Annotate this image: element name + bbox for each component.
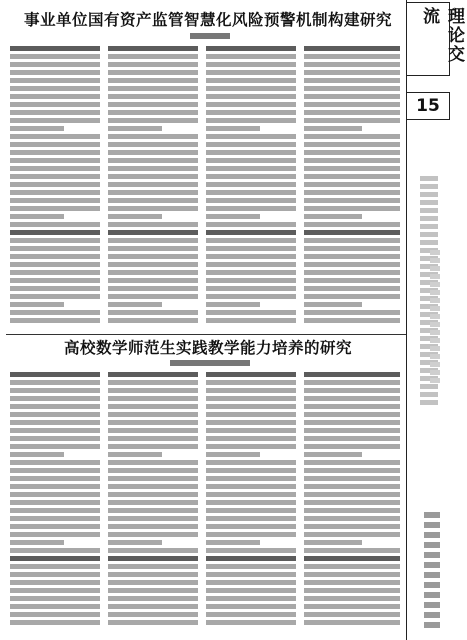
text-line-placeholder [108, 46, 198, 51]
text-line-placeholder [206, 190, 296, 195]
text-line-placeholder [10, 78, 100, 83]
text-line-placeholder [304, 182, 400, 187]
text-line-placeholder [206, 452, 260, 457]
text-line-placeholder [108, 388, 198, 393]
text-line-placeholder [304, 230, 400, 235]
text-line-placeholder [206, 222, 296, 227]
text-line-placeholder [206, 500, 296, 505]
text-line-placeholder [206, 238, 296, 243]
text-line-placeholder [304, 206, 400, 211]
text-line-placeholder [108, 158, 198, 163]
text-line-placeholder [10, 548, 100, 553]
text-line-placeholder [108, 254, 198, 259]
text-line-placeholder [10, 310, 100, 315]
text-line-placeholder [108, 262, 198, 267]
text-line-placeholder [206, 310, 296, 315]
text-line-placeholder [206, 86, 296, 91]
text-line-placeholder [304, 190, 400, 195]
text-line-placeholder [304, 404, 400, 409]
text-line-placeholder [206, 460, 296, 465]
text-line-placeholder [304, 604, 400, 609]
text-line-placeholder [10, 198, 100, 203]
text-line-placeholder [206, 246, 296, 251]
text-line-placeholder [108, 532, 198, 537]
text-line-placeholder [206, 540, 260, 545]
text-line-placeholder [206, 556, 296, 561]
text-line-placeholder [206, 214, 260, 219]
text-line-placeholder [304, 460, 400, 465]
text-line-placeholder [304, 492, 400, 497]
text-line-placeholder [108, 102, 198, 107]
text-line-placeholder [206, 436, 296, 441]
text-line-placeholder [10, 286, 100, 291]
text-line-placeholder [10, 372, 100, 377]
text-line-placeholder [108, 500, 198, 505]
text-line-placeholder [304, 412, 400, 417]
text-line-placeholder [206, 580, 296, 585]
article-1-column-2 [108, 46, 198, 323]
text-line-placeholder [206, 230, 296, 235]
text-line-placeholder [206, 372, 296, 377]
text-line-placeholder [108, 62, 198, 67]
text-line-placeholder [206, 134, 296, 139]
text-line-placeholder [108, 198, 198, 203]
text-line-placeholder [10, 262, 100, 267]
text-line-placeholder [10, 278, 100, 283]
text-line-placeholder [304, 508, 400, 513]
column-label-box [406, 2, 464, 76]
text-line-placeholder [206, 596, 296, 601]
text-line-placeholder [206, 404, 296, 409]
text-line-placeholder [304, 278, 400, 283]
text-line-placeholder [108, 246, 198, 251]
text-line-placeholder [10, 110, 100, 115]
text-line-placeholder [304, 564, 400, 569]
text-line-placeholder [10, 230, 100, 235]
text-line-placeholder [10, 612, 100, 617]
text-line-placeholder [108, 444, 198, 449]
text-line-placeholder [206, 492, 296, 497]
footer-credits [424, 512, 440, 638]
text-line-placeholder [10, 420, 100, 425]
text-line-placeholder [108, 508, 198, 513]
text-line-placeholder [108, 174, 198, 179]
text-line-placeholder [108, 182, 198, 187]
text-line-placeholder [10, 70, 100, 75]
text-line-placeholder [206, 476, 296, 481]
text-line-placeholder [108, 94, 198, 99]
text-line-placeholder [304, 214, 362, 219]
text-line-placeholder [108, 412, 198, 417]
text-line-placeholder [304, 372, 400, 377]
text-line-placeholder [304, 78, 400, 83]
text-line-placeholder [206, 468, 296, 473]
article-2-title: 高校数学师范生实践教学能力培养的研究 [63, 338, 352, 357]
text-line-placeholder [304, 468, 400, 473]
text-line-placeholder [304, 588, 400, 593]
text-line-placeholder [108, 86, 198, 91]
text-line-placeholder [108, 134, 198, 139]
text-line-placeholder [108, 310, 198, 315]
text-line-placeholder [206, 182, 296, 187]
text-line-placeholder [304, 86, 400, 91]
text-line-placeholder [10, 62, 100, 67]
text-line-placeholder [206, 548, 296, 553]
text-line-placeholder [304, 94, 400, 99]
text-line-placeholder [10, 126, 64, 131]
text-line-placeholder [108, 380, 198, 385]
text-line-placeholder [304, 246, 400, 251]
text-line-placeholder [108, 516, 198, 521]
text-line-placeholder [108, 596, 198, 601]
page-number: 15 [406, 92, 450, 120]
text-line-placeholder [304, 436, 400, 441]
text-line-placeholder [10, 294, 100, 299]
text-line-placeholder [108, 70, 198, 75]
text-line-placeholder [108, 286, 198, 291]
text-line-placeholder [304, 444, 400, 449]
text-line-placeholder [10, 102, 100, 107]
text-line-placeholder [108, 166, 198, 171]
text-line-placeholder [108, 118, 198, 123]
text-line-placeholder [304, 532, 400, 537]
text-line-placeholder [10, 564, 100, 569]
text-line-placeholder [108, 548, 198, 553]
column-label: 理论交流 [419, 7, 464, 64]
text-line-placeholder [10, 302, 64, 307]
text-line-placeholder [108, 572, 198, 577]
text-line-placeholder [108, 54, 198, 59]
text-line-placeholder [206, 484, 296, 489]
text-line-placeholder [304, 556, 400, 561]
text-line-placeholder [10, 524, 100, 529]
text-line-placeholder [206, 396, 296, 401]
text-line-placeholder [206, 126, 260, 131]
text-line-placeholder [108, 524, 198, 529]
text-line-placeholder [304, 158, 400, 163]
text-line-placeholder [10, 580, 100, 585]
text-line-placeholder [206, 588, 296, 593]
text-line-placeholder [108, 318, 198, 323]
text-line-placeholder [304, 318, 400, 323]
text-line-placeholder [10, 150, 100, 155]
text-line-placeholder [206, 318, 296, 323]
text-line-placeholder [206, 166, 296, 171]
text-line-placeholder [304, 262, 400, 267]
text-line-placeholder [304, 54, 400, 59]
text-line-placeholder [10, 206, 100, 211]
text-line-placeholder [10, 396, 100, 401]
text-line-placeholder [304, 428, 400, 433]
text-line-placeholder [10, 596, 100, 601]
text-line-placeholder [304, 238, 400, 243]
article-2-column-3 [206, 372, 296, 625]
text-line-placeholder [108, 452, 162, 457]
text-line-placeholder [10, 46, 100, 51]
text-line-placeholder [108, 620, 198, 625]
text-line-placeholder [304, 484, 400, 489]
text-line-placeholder [304, 540, 362, 545]
text-line-placeholder [206, 254, 296, 259]
article-1-column-3 [206, 46, 296, 323]
text-line-placeholder [10, 142, 100, 147]
text-line-placeholder [10, 604, 100, 609]
text-line-placeholder [10, 452, 64, 457]
text-line-placeholder [206, 564, 296, 569]
text-line-placeholder [206, 532, 296, 537]
text-line-placeholder [206, 110, 296, 115]
text-line-placeholder [10, 588, 100, 593]
text-line-placeholder [304, 46, 400, 51]
text-line-placeholder [10, 388, 100, 393]
text-line-placeholder [206, 262, 296, 267]
text-line-placeholder [10, 174, 100, 179]
text-line-placeholder [108, 278, 198, 283]
text-line-placeholder [10, 460, 100, 465]
article-1-title: 事业单位国有资产监管智慧化风险预警机制构建研究 [23, 10, 392, 29]
text-line-placeholder [304, 310, 400, 315]
text-line-placeholder [206, 206, 296, 211]
text-line-placeholder [10, 412, 100, 417]
text-line-placeholder [304, 270, 400, 275]
text-line-placeholder [206, 412, 296, 417]
text-line-placeholder [304, 174, 400, 179]
text-line-placeholder [108, 428, 198, 433]
text-line-placeholder [206, 102, 296, 107]
text-line-placeholder [108, 150, 198, 155]
text-line-placeholder [206, 508, 296, 513]
text-line-placeholder [10, 492, 100, 497]
text-line-placeholder [304, 142, 400, 147]
text-line-placeholder [10, 620, 100, 625]
text-line-placeholder [108, 238, 198, 243]
text-line-placeholder [304, 110, 400, 115]
text-line-placeholder [206, 516, 296, 521]
text-line-placeholder [108, 110, 198, 115]
text-line-placeholder [304, 580, 400, 585]
text-line-placeholder [108, 404, 198, 409]
article-1-column-4 [304, 46, 400, 323]
article-2-column-1 [10, 372, 100, 625]
text-line-placeholder [206, 302, 260, 307]
text-line-placeholder [10, 166, 100, 171]
text-line-placeholder [10, 254, 100, 259]
text-line-placeholder [108, 294, 198, 299]
text-line-placeholder [10, 516, 100, 521]
text-line-placeholder [108, 420, 198, 425]
text-line-placeholder [304, 396, 400, 401]
text-line-placeholder [108, 556, 198, 561]
text-line-placeholder [108, 564, 198, 569]
text-line-placeholder [10, 222, 100, 227]
text-line-placeholder [304, 294, 400, 299]
text-line-placeholder [206, 174, 296, 179]
text-line-placeholder [108, 214, 162, 219]
text-line-placeholder [108, 492, 198, 497]
text-line-placeholder [206, 612, 296, 617]
text-line-placeholder [304, 254, 400, 259]
text-line-placeholder [206, 142, 296, 147]
text-line-placeholder [206, 54, 296, 59]
text-line-placeholder [304, 198, 400, 203]
text-line-placeholder [10, 118, 100, 123]
text-line-placeholder [206, 420, 296, 425]
text-line-placeholder [206, 620, 296, 625]
text-line-placeholder [10, 238, 100, 243]
text-line-placeholder [304, 612, 400, 617]
text-line-placeholder [10, 86, 100, 91]
article-1-byline [190, 33, 230, 39]
text-line-placeholder [10, 182, 100, 187]
right-strip [406, 0, 464, 640]
text-line-placeholder [206, 524, 296, 529]
article-2-column-2 [108, 372, 198, 625]
text-line-placeholder [108, 476, 198, 481]
text-line-placeholder [206, 572, 296, 577]
text-line-placeholder [304, 500, 400, 505]
text-line-placeholder [10, 484, 100, 489]
watermark-text-secondary [430, 250, 440, 390]
article-1-column-1 [10, 46, 100, 323]
text-line-placeholder [304, 524, 400, 529]
text-line-placeholder [304, 620, 400, 625]
text-line-placeholder [10, 556, 100, 561]
text-line-placeholder [108, 468, 198, 473]
text-line-placeholder [206, 118, 296, 123]
text-line-placeholder [108, 190, 198, 195]
text-line-placeholder [206, 150, 296, 155]
text-line-placeholder [304, 548, 400, 553]
text-line-placeholder [206, 62, 296, 67]
text-line-placeholder [10, 540, 64, 545]
text-line-placeholder [10, 134, 100, 139]
text-line-placeholder [108, 302, 162, 307]
text-line-placeholder [206, 46, 296, 51]
text-line-placeholder [304, 118, 400, 123]
text-line-placeholder [108, 372, 198, 377]
text-line-placeholder [108, 588, 198, 593]
text-line-placeholder [206, 428, 296, 433]
text-line-placeholder [206, 158, 296, 163]
text-line-placeholder [206, 604, 296, 609]
text-line-placeholder [206, 270, 296, 275]
text-line-placeholder [304, 452, 362, 457]
text-line-placeholder [304, 572, 400, 577]
text-line-placeholder [304, 596, 400, 601]
text-line-placeholder [206, 444, 296, 449]
text-line-placeholder [304, 476, 400, 481]
text-line-placeholder [10, 94, 100, 99]
text-line-placeholder [206, 70, 296, 75]
text-line-placeholder [304, 380, 400, 385]
text-line-placeholder [304, 286, 400, 291]
text-line-placeholder [304, 150, 400, 155]
text-line-placeholder [10, 404, 100, 409]
text-line-placeholder [10, 436, 100, 441]
text-line-placeholder [108, 436, 198, 441]
article-2-column-4 [304, 372, 400, 625]
text-line-placeholder [304, 126, 362, 131]
text-line-placeholder [10, 246, 100, 251]
text-line-placeholder [206, 198, 296, 203]
text-line-placeholder [304, 420, 400, 425]
text-line-placeholder [304, 166, 400, 171]
text-line-placeholder [206, 294, 296, 299]
text-line-placeholder [10, 468, 100, 473]
text-line-placeholder [108, 126, 162, 131]
text-line-placeholder [206, 278, 296, 283]
text-line-placeholder [10, 270, 100, 275]
article-divider [6, 334, 406, 335]
text-line-placeholder [10, 476, 100, 481]
text-line-placeholder [304, 70, 400, 75]
text-line-placeholder [206, 94, 296, 99]
text-line-placeholder [108, 460, 198, 465]
text-line-placeholder [10, 428, 100, 433]
text-line-placeholder [304, 134, 400, 139]
text-line-placeholder [108, 612, 198, 617]
text-line-placeholder [304, 516, 400, 521]
text-line-placeholder [10, 500, 100, 505]
text-line-placeholder [10, 572, 100, 577]
text-line-placeholder [10, 214, 64, 219]
text-line-placeholder [108, 142, 198, 147]
text-line-placeholder [108, 270, 198, 275]
text-line-placeholder [304, 222, 400, 227]
text-line-placeholder [108, 540, 162, 545]
text-line-placeholder [10, 54, 100, 59]
text-line-placeholder [108, 78, 198, 83]
text-line-placeholder [10, 318, 100, 323]
text-line-placeholder [304, 302, 362, 307]
text-line-placeholder [206, 78, 296, 83]
text-line-placeholder [206, 380, 296, 385]
text-line-placeholder [10, 508, 100, 513]
text-line-placeholder [108, 396, 198, 401]
article-2-byline [170, 360, 250, 366]
text-line-placeholder [10, 380, 100, 385]
text-line-placeholder [304, 388, 400, 393]
text-line-placeholder [304, 102, 400, 107]
text-line-placeholder [206, 286, 296, 291]
text-line-placeholder [108, 206, 198, 211]
text-line-placeholder [206, 388, 296, 393]
text-line-placeholder [10, 444, 100, 449]
text-line-placeholder [108, 230, 198, 235]
text-line-placeholder [108, 604, 198, 609]
text-line-placeholder [108, 580, 198, 585]
text-line-placeholder [10, 532, 100, 537]
text-line-placeholder [10, 190, 100, 195]
text-line-placeholder [10, 158, 100, 163]
text-line-placeholder [108, 484, 198, 489]
text-line-placeholder [108, 222, 198, 227]
text-line-placeholder [304, 62, 400, 67]
